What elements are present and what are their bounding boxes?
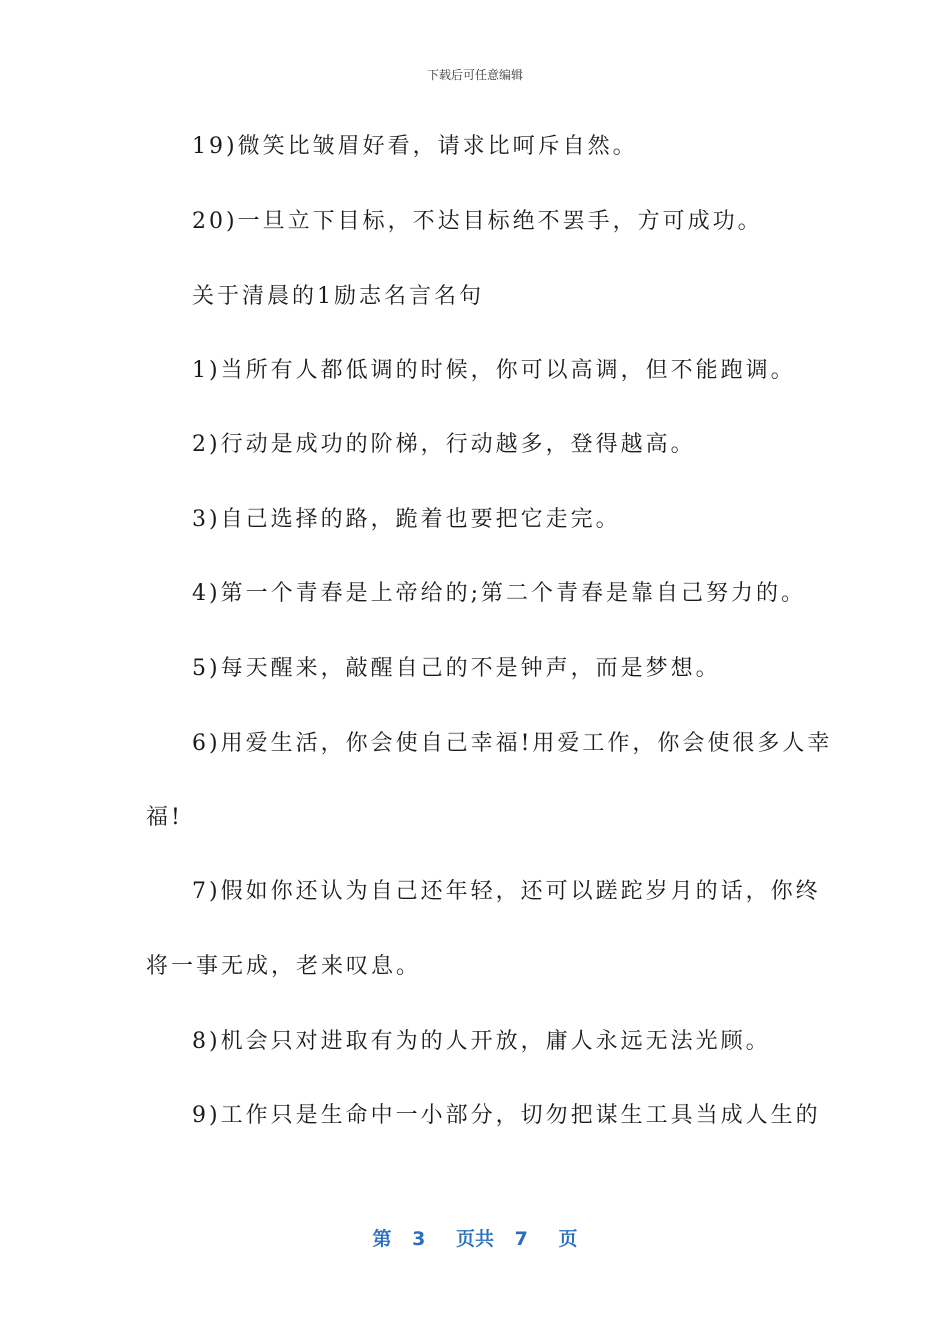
section-heading: 关于清晨的1励志名言名句	[192, 284, 484, 309]
text-line-4: 4)第一个青春是上帝给的;第二个青春是靠自己努力的。	[192, 581, 806, 606]
total-pages-number: 7	[514, 1228, 528, 1250]
text-line-7: 7)假如你还认为自己还年轻，还可以蹉跎岁月的话，你终	[192, 879, 821, 904]
text-line-1: 1)当所有人都低调的时候，你可以高调，但不能跑调。	[192, 358, 796, 383]
text-line-8: 8)机会只对进取有为的人开放，庸人永远无法光顾。	[192, 1029, 771, 1054]
page-footer	[0, 1224, 950, 1251]
text-line-7-continued: 将一事无成，老来叹息。	[146, 954, 422, 979]
text-line-2: 2)行动是成功的阶梯，行动越多，登得越高。	[192, 432, 696, 457]
text-line-6: 6)用爱生活，你会使自己幸福!用爱工作，你会使很多人幸	[192, 731, 833, 756]
text-line-6-continued: 福!	[146, 805, 183, 830]
footer-prefix: 第	[372, 1228, 392, 1250]
footer-middle: 页共	[455, 1228, 494, 1250]
text-line-19: 19)微笑比皱眉好看，请求比呵斥自然。	[192, 134, 638, 159]
page-header: 下载后可任意编辑	[426, 68, 523, 82]
text-line-9: 9)工作只是生命中一小部分，切勿把谋生工具当成人生的	[192, 1103, 821, 1128]
text-line-5: 5)每天醒来，敲醒自己的不是钟声，而是梦想。	[192, 656, 721, 681]
text-line-3: 3)自己选择的路，跪着也要把它走完。	[192, 507, 621, 532]
footer-suffix: 页	[558, 1228, 578, 1250]
current-page-number: 3	[412, 1228, 426, 1250]
text-line-20: 20)一旦立下目标，不达目标绝不罢手，方可成功。	[192, 209, 763, 234]
